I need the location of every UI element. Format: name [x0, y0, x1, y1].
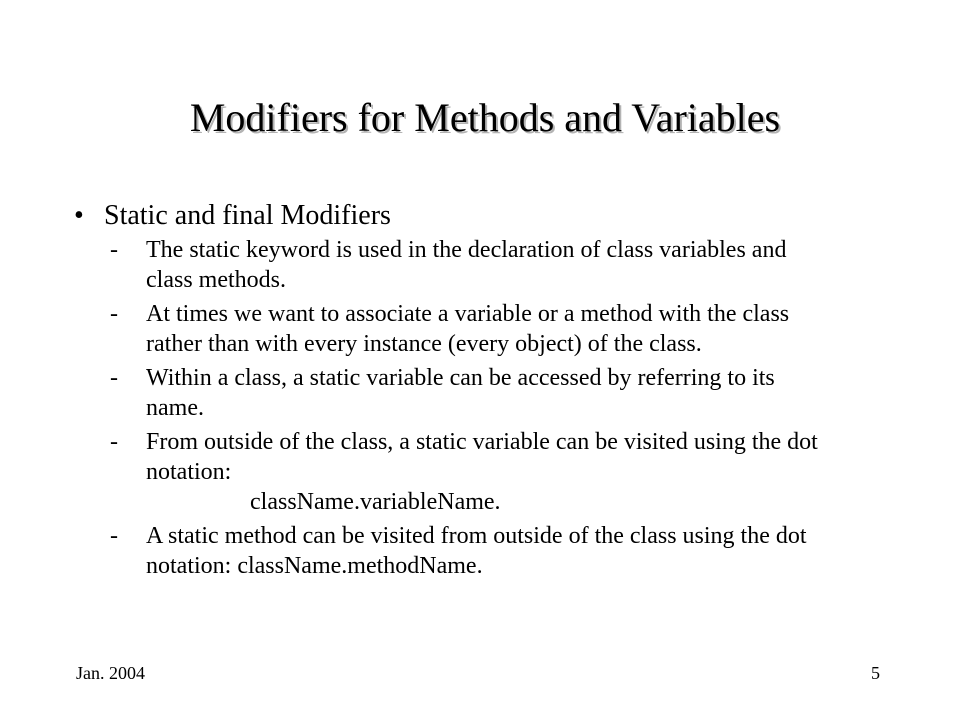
- code-example: className.variableName.: [250, 489, 501, 515]
- item-line: The static keyword is used in the declaration of class variables and: [146, 237, 787, 263]
- item-line: rather than with every instance (every object) of the class.: [146, 331, 702, 357]
- item-line: class methods.: [146, 267, 286, 293]
- dash-marker: -: [110, 301, 118, 327]
- sub-item-list: [0, 235, 960, 585]
- list-item: [0, 235, 960, 295]
- item-line: A static method can be visited from outside of the class using the dot: [146, 523, 807, 549]
- dash-marker: -: [110, 429, 118, 455]
- item-line: name.: [146, 395, 204, 421]
- page-number: 5: [871, 663, 880, 683]
- item-line: notation:: [146, 459, 232, 485]
- item-line: From outside of the class, a static variable can be visited using the dot: [146, 429, 818, 455]
- footer-date: Jan. 2004: [76, 663, 145, 683]
- bullet-marker: •: [74, 200, 84, 231]
- list-item: [0, 363, 960, 423]
- dash-marker: -: [110, 237, 118, 263]
- list-item: [0, 299, 960, 359]
- dash-marker: -: [110, 523, 118, 549]
- item-line: Within a class, a static variable can be accessed by referring to its: [146, 365, 775, 391]
- slide-title: Modifiers for Methods and Variables: [189, 95, 781, 140]
- item-line: notation: className.methodName.: [146, 553, 483, 579]
- bullet-label: Static and final Modifiers: [104, 200, 391, 231]
- dash-marker: -: [110, 365, 118, 391]
- item-line: At times we want to associate a variable or a method with the class: [146, 301, 790, 327]
- list-item: [0, 521, 960, 581]
- list-item: [0, 427, 960, 517]
